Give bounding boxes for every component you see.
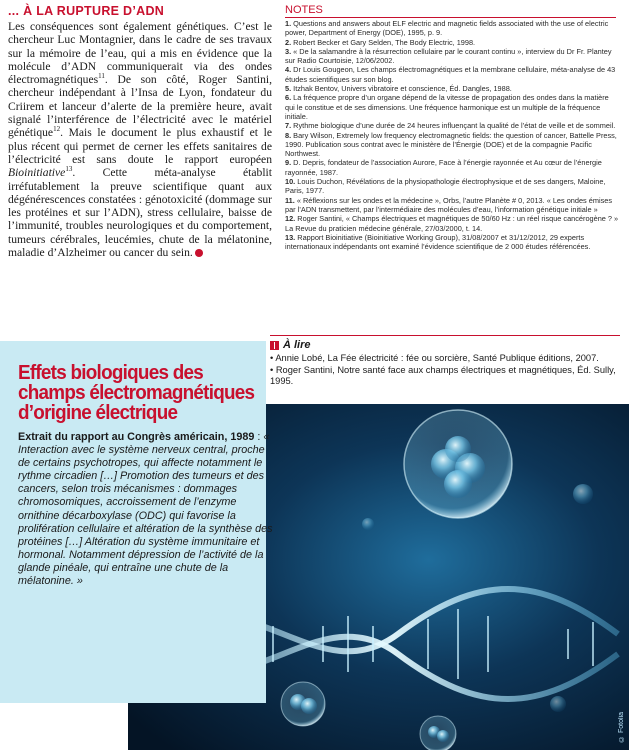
sidebar-lead: Extrait du rapport au Congrès américain, 1989 (18, 431, 255, 443)
article-text-2: . De son côté, Roger Santini, chercheur indépendant à l’Insa de Lyon, fondateur du Criirem et lanceur d’alerte de la première heure, avait signalé l’interférence de l’électricité avec le matériel génétique (8, 73, 272, 140)
reading-list-item: • Annie Lobé, La Fée électricité : fée ou sorcière, Santé Publique éditions, 2007. (270, 353, 599, 363)
note-item (285, 214, 619, 233)
footnote-ref-12[interactable]: 12 (53, 125, 61, 134)
sidebar-body (18, 431, 276, 588)
note-item (285, 131, 619, 159)
note-item (285, 19, 619, 38)
note-number: 6. (285, 93, 292, 103)
book-icon (270, 341, 279, 350)
note-number: 12. (285, 214, 296, 224)
note-item (285, 38, 619, 47)
photo-credit: © Fotolia (618, 712, 625, 742)
article-body (8, 20, 272, 259)
effects-sidebar-box (0, 341, 273, 703)
article-heading: ... À LA RUPTURE D’ADN (8, 4, 165, 18)
note-text: Itzhak Bentov, Univers vibratoire et conscience, Éd. Dangles, 1988. (293, 84, 512, 94)
note-number: 9. (285, 158, 292, 168)
note-number: 2. (285, 37, 292, 47)
footnote-ref-11[interactable]: 11 (98, 72, 105, 81)
end-mark-icon (195, 249, 203, 257)
article-column (8, 4, 272, 259)
note-text: Bary Wilson, Extremely low frequency electromagnetic fields: the question of cancer, Battelle Press, 1990. Publication sous contrat avec le ministère de l’Énergie (DOE) et de la compagnie Pacific Northwest. (285, 130, 617, 159)
note-number: 11. (285, 195, 295, 205)
note-text: Louis Duchon, Révélations de la physiopathologie électrophysique et de ses dangers, Maloine, Paris, 1977. (285, 177, 606, 196)
notes-list (285, 19, 619, 251)
notes-title: NOTES (285, 4, 616, 18)
article-text-4: . Cette méta-analyse établit irréfutablement la preuve scientifique quant aux dégénérescences constatées : génotoxicité (dommage sur les protéines et sur l’ADN), stress cellulaire, baisse de l’immunité, troubles neurologiques et du comportement, tumeurs cérébrales, leucémies, chute de la mélatonine, maladie d’Alzheimer ou cancer du sein. (8, 166, 272, 260)
reading-list-heading (270, 339, 620, 351)
note-text: La fréquence propre d’un organe dépend de la vitesse de propagation des ondes dans la matière qui le constitue et de ses dimensions. Une fréquence harmonique est un multiple de la fréquence initiale. (285, 93, 609, 121)
note-item (285, 158, 619, 177)
note-item (285, 47, 619, 66)
note-number: 8. (285, 130, 292, 140)
note-item (285, 177, 619, 196)
reading-list (270, 335, 620, 388)
note-text: Rapport Bioinitiative (Bioinitiative Working Group), 31/08/2007 et 31/12/2012, 29 experts internationaux indépendants ont examiné l’évidence scientifique de 2 000 études référencées. (285, 232, 591, 252)
note-text: Questions and answers about ELF electric and magnetic fields associated with the use of electric power, Department of Energy (DOE), 1995, p. 9. (285, 19, 609, 38)
article-text-1: Les conséquences sont également génétiques. C’est le chercheur Luc Montagnier, dans le cadre de ses travaux sur la mémoire de l’eau, qui a mis en évidence que la molécule d’ADN communiquerait via des ondes électromagnétiques (8, 20, 272, 87)
note-item (285, 196, 619, 215)
article-text-3: . Mais le document le plus exhaustif et le plus récent qui permet de cerner les effets sanitaires de l’électricité est sans doute le rapport européen (8, 126, 272, 166)
sidebar-quote: « Interaction avec le système nerveux central, proche de certains psychotropes, qui affecte notamment le rythme circadien […] Promotion des tumeurs et des cancers, selon trois mécanismes : dommages chromosomiques, accroissement de l’enzyme ornithine décarboxylase (ODC) qui favorise la prolifération cellulaire et altération de la synthèse des protéines […] Altération du système immunitaire et hormonal. Notamment dépression de l’activité de la glande pinéale, qui entraîne une chute de la mélatonine. » (18, 431, 273, 588)
note-number: 5. (285, 84, 292, 94)
notes-column (285, 4, 619, 251)
note-number: 3. (285, 46, 292, 56)
note-text: Roger Santini, « Champs électriques et magnétiques de 50/60 Hz : un réel risque cancérogène ? » La Revue du praticien médecine générale, 27/03/2000, t. 14. (285, 214, 619, 233)
footnote-ref-13[interactable]: 13 (65, 165, 73, 174)
bioinitiative-title: Bioinitiative (8, 166, 66, 180)
note-item (285, 93, 619, 121)
note-number: 7. (285, 121, 292, 131)
note-item (285, 121, 619, 130)
sidebar-colon: : (254, 431, 264, 443)
reading-list-items (270, 353, 620, 388)
note-number: 4. (285, 65, 292, 75)
note-text: « De la salamandre à la résurrection cellulaire par le courant continu », interview du Dr Fr. Plantey sur Radio Courtoisie, 12/06/2002. (285, 46, 612, 66)
note-item (285, 233, 619, 252)
sidebar-title: Effets biologiques des champs électromagnétiques d’origine électrique (18, 361, 255, 424)
reading-list-title: À lire (283, 339, 311, 351)
note-number: 13. (285, 232, 296, 242)
note-number: 10. (285, 177, 296, 187)
note-text: Rythme biologique d’une durée de 24 heures influençant la qualité de l’état de veille et de sommeil. (293, 121, 616, 131)
note-text: « Réflexions sur les ondes et la médecine », Orbs, l’autre Planète # 0, 2013. « Les ondes émises par l’ADN transmettent, par l’intermédiaire des molécules d’eau, l’information génétique initiale » (285, 195, 613, 214)
note-text: Dr Louis Gougeon, Les champs électromagnétiques et la membrane cellulaire, méta-analyse de 43 études scientifiques sur son blog. (285, 65, 616, 84)
note-item (285, 65, 619, 84)
note-text: D. Depris, fondateur de l’association Aurore, Face à l’énergie rayonnée et Au cœur de l’énergie rayonnée, 1987. (285, 158, 602, 177)
note-item (285, 84, 619, 93)
note-text: Robert Becker et Gary Selden, The Body Electric, 1998. (293, 37, 476, 47)
reading-list-item: • Roger Santini, Notre santé face aux champs électriques et magnétiques, Éd. Sully, 1995. (270, 364, 616, 386)
note-number: 1. (285, 19, 292, 28)
